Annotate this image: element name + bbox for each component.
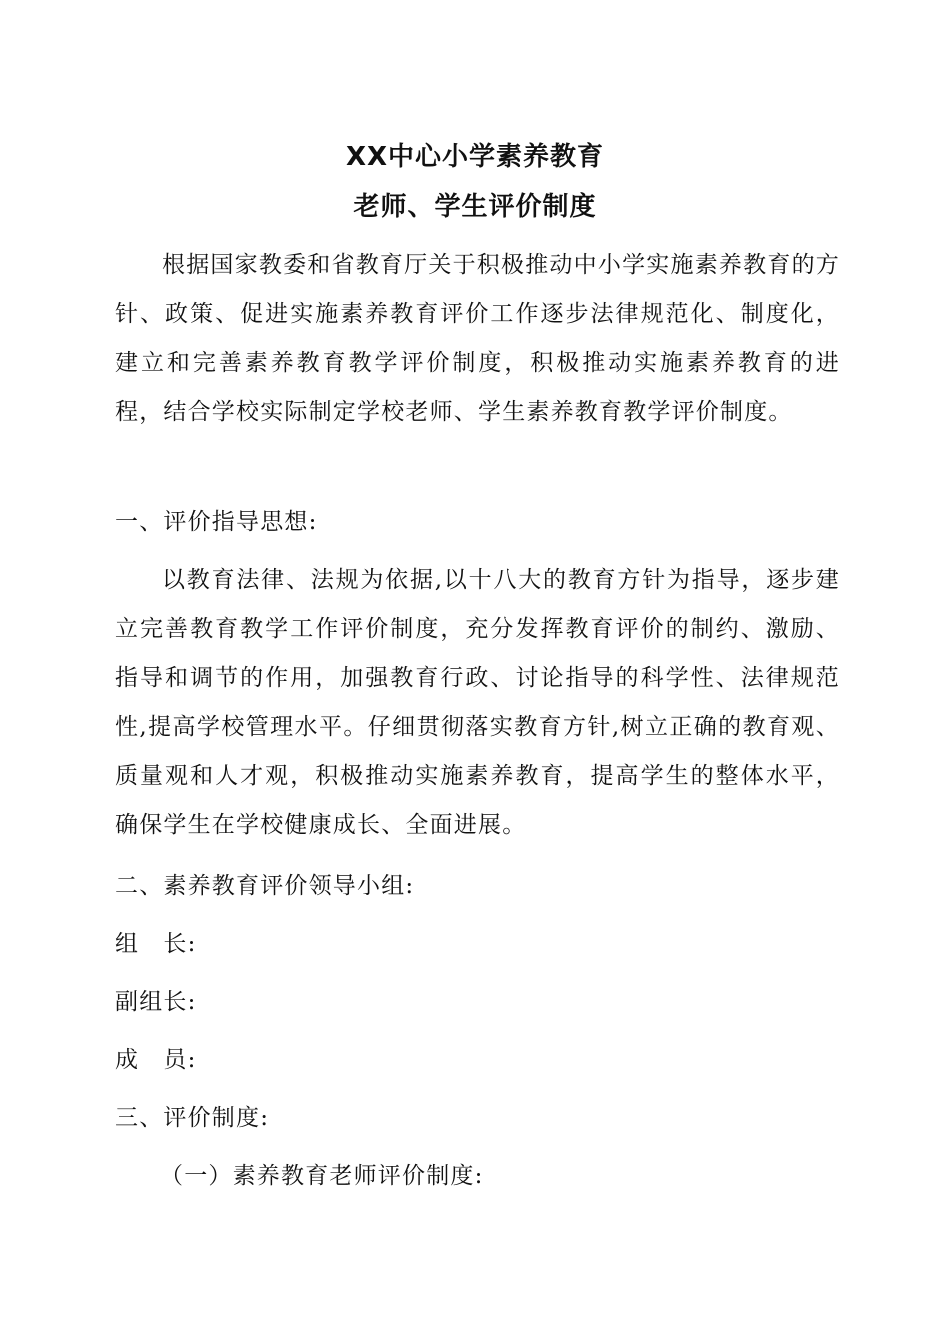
section2-heading: 二、素养教育评价领导小组: [115,873,415,899]
section3-heading: 三、评价制度: [115,1105,270,1131]
document-title: XX中心小学素养教育 [345,142,605,172]
deputy-leader-label: 副组长: [115,989,197,1015]
section1-heading: 一、评价指导思想: [115,509,318,535]
leader-label: 组 长: [115,931,197,957]
section1-paragraph: 以教育法律、法规为依据,以十八大的教育方针为指导，逐步建立完善教育教学工作评价制度，充分发挥教育评价的制约、激励、指导和调节的作用，加强教育行政、讨论指导的科学性、法律规范性,提高学校管理水平。仔细贯彻落实教育方针,树立正确的教育观、质量观和人才观，积极推动实施素养教育，提高学生的整体水平，确保学生在学校健康成长、全面进展。 [115,567,840,838]
intro-paragraph: 根据国家教委和省教育厅关于积极推动中小学实施素养教育的方针、政策、促进实施素养教育评价工作逐步法律规范化、制度化，建立和完善素养教育教学评价制度，积极推动实施素养教育的进程，结合学校实际制定学校老师、学生素养教育教学评价制度。 [115,252,840,425]
document-subtitle: 老师、学生评价制度 [353,192,597,222]
subsection1-heading: （一）素养教育老师评价制度: [160,1163,484,1189]
members-label: 成 员: [115,1047,197,1073]
